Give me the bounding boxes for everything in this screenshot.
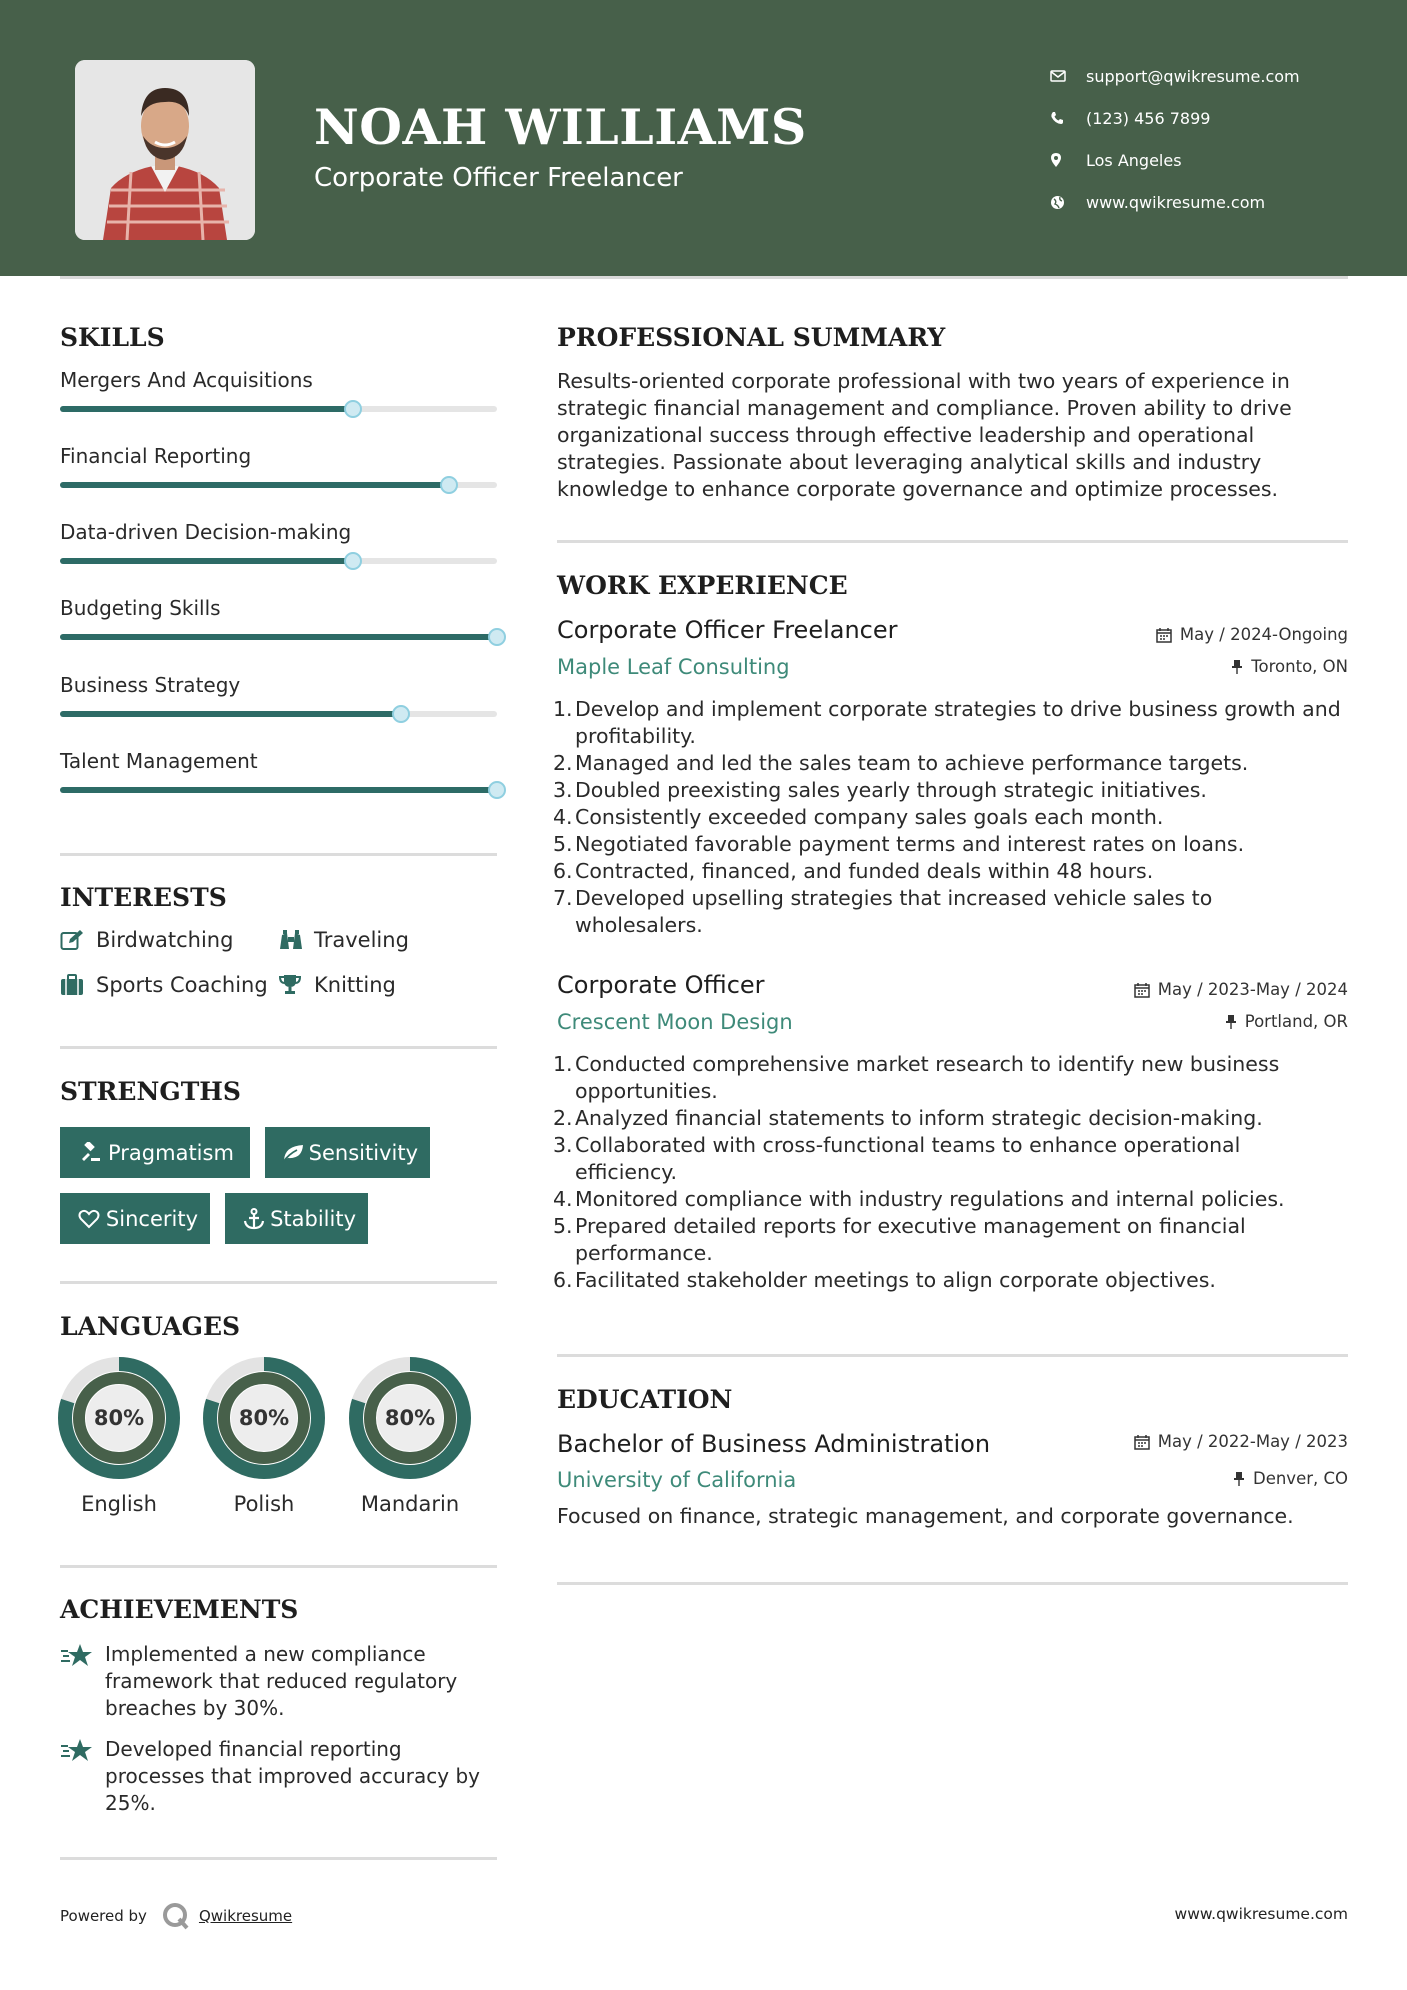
interest-item bbox=[60, 973, 268, 997]
heart-icon bbox=[72, 1209, 106, 1229]
job-date bbox=[1134, 980, 1348, 999]
job-date bbox=[1156, 625, 1348, 644]
skill-bar bbox=[60, 482, 497, 488]
list-item: 4. Consistently exceeded company sales goals each month. bbox=[553, 805, 1164, 829]
list-item: 2. Analyzed financial statements to inform strategic decision-making. bbox=[553, 1106, 1263, 1130]
skill-bar bbox=[60, 787, 497, 793]
skill-bar-knob bbox=[488, 781, 506, 799]
list-item: 4. Monitored compliance with industry regulations and internal policies. bbox=[553, 1187, 1285, 1211]
skill-label: Budgeting Skills bbox=[60, 596, 221, 620]
skill-item bbox=[60, 596, 497, 620]
interest-label: Birdwatching bbox=[96, 928, 234, 952]
trophy-icon bbox=[278, 974, 314, 996]
strength-tag bbox=[225, 1193, 368, 1244]
star-icon bbox=[60, 1736, 105, 1817]
skill-item bbox=[60, 368, 497, 392]
language-percent: 80% bbox=[93, 1406, 145, 1430]
section-divider bbox=[60, 853, 497, 856]
skill-bar-fill bbox=[60, 711, 401, 717]
contact-website[interactable] bbox=[1050, 181, 1300, 223]
strength-label: Sincerity bbox=[105, 1206, 198, 1231]
list-item: 2. Managed and led the sales team to achieve performance targets. bbox=[553, 751, 1249, 775]
candidate-role: Corporate Officer Freelancer bbox=[314, 163, 683, 193]
skill-bar bbox=[60, 558, 497, 564]
company-name: Maple Leaf Consulting bbox=[557, 655, 790, 679]
skill-bar-knob bbox=[344, 400, 362, 418]
section-divider bbox=[557, 540, 1348, 543]
footer-powered-by bbox=[60, 1901, 292, 1931]
achievement-text: Implemented a new compliance framework that reduced regulatory breaches by 30%. bbox=[105, 1642, 458, 1720]
header-divider bbox=[60, 276, 1348, 279]
education-date-text: May / 2022-May / 2023 bbox=[1157, 1432, 1348, 1451]
calendar-icon bbox=[1134, 1434, 1150, 1450]
envelope-icon bbox=[1050, 69, 1086, 83]
briefcase-icon bbox=[60, 974, 96, 996]
contact-email-text: support@qwikresume.com bbox=[1086, 66, 1300, 86]
experience-title: WORK EXPERIENCE bbox=[557, 571, 848, 600]
language-name: Mandarin bbox=[360, 1492, 460, 1516]
star-icon bbox=[60, 1641, 105, 1722]
candidate-name: NOAH WILLIAMS bbox=[314, 98, 807, 156]
job-date-text: May / 2024-Ongoing bbox=[1179, 625, 1348, 644]
list-item: 5. Negotiated favorable payment terms and interest rates on loans. bbox=[553, 832, 1245, 856]
contact-phone-text: (123) 456 7899 bbox=[1086, 108, 1211, 128]
strength-tag bbox=[265, 1127, 430, 1178]
section-divider bbox=[60, 1565, 497, 1568]
education-date bbox=[1134, 1432, 1348, 1451]
list-item: 3. Collaborated with cross-functional teams to enhance operational efficiency. bbox=[553, 1133, 1241, 1184]
contact-location bbox=[1050, 139, 1300, 181]
skill-bar bbox=[60, 634, 497, 640]
interest-item bbox=[278, 928, 409, 952]
strength-label: Pragmatism bbox=[108, 1140, 234, 1165]
interest-item bbox=[278, 973, 396, 997]
interest-item bbox=[60, 928, 233, 952]
interests-title: INTERESTS bbox=[60, 883, 227, 912]
leaf-icon bbox=[277, 1143, 309, 1163]
section-divider bbox=[60, 1857, 497, 1860]
skill-bar-fill bbox=[60, 482, 449, 488]
education-title: EDUCATION bbox=[557, 1385, 733, 1414]
footer-website[interactable]: www.qwikresume.com bbox=[1174, 1905, 1348, 1923]
section-divider bbox=[557, 1582, 1348, 1585]
calendar-icon bbox=[1156, 627, 1172, 643]
achievement-item bbox=[60, 1641, 500, 1722]
school-name: University of California bbox=[557, 1468, 797, 1492]
skill-bar-fill bbox=[60, 406, 353, 412]
qwikresume-link[interactable]: Qwikresume bbox=[198, 1907, 293, 1925]
skills-title: SKILLS bbox=[60, 323, 165, 352]
list-item: 1. Develop and implement corporate strategies to drive business growth and profitability. bbox=[553, 697, 1341, 748]
language-item bbox=[348, 1356, 472, 1516]
skill-item bbox=[60, 520, 497, 544]
contact-website-text: www.qwikresume.com bbox=[1086, 192, 1266, 212]
interest-label: Traveling bbox=[314, 928, 409, 952]
summary-text: Results-oriented corporate professional with two years of experience in strategic financial management and compliance. Proven ability to drive organizational success through effective leadership and operational strategies. Passionate about leveraging analytical skills and industry knowledge to enhance corporate governance and optimize processes. bbox=[557, 369, 1292, 501]
map-marker-icon bbox=[1050, 152, 1086, 168]
degree-title: Bachelor of Business Administration bbox=[557, 1430, 991, 1458]
language-name: Polish bbox=[233, 1492, 295, 1516]
skill-bar bbox=[60, 406, 497, 412]
skill-bar bbox=[60, 711, 497, 717]
pin-icon bbox=[1225, 1014, 1237, 1030]
language-ring bbox=[202, 1356, 326, 1480]
language-ring bbox=[348, 1356, 472, 1480]
job-date-text: May / 2023-May / 2024 bbox=[1157, 980, 1348, 999]
skill-item bbox=[60, 673, 497, 697]
list-item: 5. Prepared detailed reports for executive management on financial performance. bbox=[553, 1214, 1246, 1265]
job-location bbox=[1225, 1012, 1348, 1031]
list-item: 7. Developed upselling strategies that increased vehicle sales to wholesalers. bbox=[553, 886, 1213, 937]
skill-item bbox=[60, 444, 497, 468]
achievement-item bbox=[60, 1736, 500, 1817]
binoculars-icon bbox=[278, 929, 314, 951]
contact-email[interactable] bbox=[1050, 55, 1300, 97]
strength-label: Sensitivity bbox=[308, 1140, 418, 1165]
resume-header bbox=[0, 0, 1407, 276]
language-item bbox=[202, 1356, 326, 1516]
job-responsibilities bbox=[553, 1051, 1343, 1294]
company-name: Crescent Moon Design bbox=[557, 1010, 793, 1034]
job-location bbox=[1231, 657, 1348, 676]
anchor-icon bbox=[237, 1208, 270, 1230]
contact-phone[interactable] bbox=[1050, 97, 1300, 139]
section-divider bbox=[60, 1281, 497, 1284]
language-percent: 80% bbox=[384, 1406, 436, 1430]
gavel-icon bbox=[72, 1142, 108, 1164]
languages-title: LANGUAGES bbox=[60, 1312, 241, 1341]
language-item bbox=[57, 1356, 181, 1516]
edit-icon bbox=[60, 929, 96, 951]
powered-by-label: Powered by bbox=[60, 1907, 147, 1925]
strength-label: Stability bbox=[270, 1206, 356, 1231]
list-item: 1. Conducted comprehensive market research to identify new business opportunities. bbox=[553, 1052, 1280, 1103]
pin-icon bbox=[1231, 659, 1243, 675]
list-item: 6. Contracted, financed, and funded deals within 48 hours. bbox=[553, 859, 1154, 883]
education-description: Focused on finance, strategic management, and corporate governance. bbox=[557, 1504, 1294, 1528]
qwikresume-logo-icon bbox=[161, 1901, 191, 1931]
globe-icon bbox=[1050, 195, 1086, 210]
skill-item bbox=[60, 749, 497, 773]
skill-bar-knob bbox=[440, 476, 458, 494]
strength-tag bbox=[60, 1193, 210, 1244]
achievement-text: Developed financial reporting processes that improved accuracy by 25%. bbox=[105, 1737, 480, 1815]
skill-bar-fill bbox=[60, 558, 353, 564]
language-name: English bbox=[81, 1492, 157, 1516]
skill-bar-knob bbox=[488, 628, 506, 646]
language-percent: 80% bbox=[238, 1406, 290, 1430]
interest-label: Sports Coaching bbox=[96, 973, 268, 997]
strengths-title: STRENGTHS bbox=[60, 1077, 241, 1106]
skill-bar-knob bbox=[344, 552, 362, 570]
section-divider bbox=[60, 1046, 497, 1049]
skill-bar-fill bbox=[60, 787, 497, 793]
pin-icon bbox=[1233, 1471, 1245, 1487]
education-location-text: Denver, CO bbox=[1252, 1469, 1348, 1488]
interest-label: Knitting bbox=[314, 973, 396, 997]
strength-tag bbox=[60, 1127, 250, 1178]
skill-label: Business Strategy bbox=[60, 673, 241, 697]
achievements-title: ACHIEVEMENTS bbox=[60, 1595, 299, 1624]
skill-label: Data-driven Decision-making bbox=[60, 520, 352, 544]
education-location bbox=[1233, 1469, 1348, 1488]
job-location-text: Toronto, ON bbox=[1251, 657, 1348, 676]
list-item: 6. Facilitated stakeholder meetings to align corporate objectives. bbox=[553, 1268, 1216, 1292]
job-location-text: Portland, OR bbox=[1244, 1012, 1348, 1031]
language-ring bbox=[57, 1356, 181, 1480]
calendar-icon bbox=[1134, 982, 1150, 998]
phone-icon bbox=[1050, 111, 1086, 125]
contact-list bbox=[1050, 55, 1300, 223]
skill-bar-knob bbox=[392, 705, 410, 723]
skill-label: Mergers And Acquisitions bbox=[60, 368, 313, 392]
job-title: Corporate Officer Freelancer bbox=[557, 616, 898, 644]
list-item: 3. Doubled preexisting sales yearly through strategic initiatives. bbox=[553, 778, 1207, 802]
job-responsibilities bbox=[553, 696, 1343, 939]
summary-title: PROFESSIONAL SUMMARY bbox=[557, 323, 946, 352]
skill-label: Financial Reporting bbox=[60, 444, 252, 468]
profile-photo bbox=[75, 60, 255, 240]
section-divider bbox=[557, 1354, 1348, 1357]
skill-bar-fill bbox=[60, 634, 497, 640]
contact-location-text: Los Angeles bbox=[1086, 150, 1182, 170]
skill-label: Talent Management bbox=[60, 749, 258, 773]
job-title: Corporate Officer bbox=[557, 971, 765, 999]
